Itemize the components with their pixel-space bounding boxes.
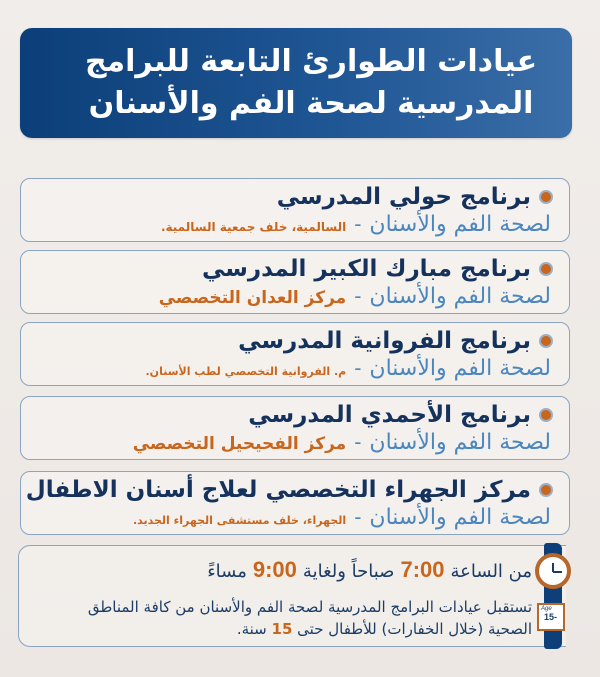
program-subtitle: لصحة الفم والأسنان: [369, 505, 551, 530]
program-card-ahmadi: [20, 396, 570, 460]
description-end: سنة.: [236, 620, 267, 638]
close-time: 9:00: [252, 557, 297, 582]
clock-icon: [535, 553, 571, 589]
header-banner: [20, 28, 572, 138]
hours-prefix: من الساعة: [450, 561, 532, 582]
program-location: الجهراء، خلف مستشفى الجهراء الجديد.: [132, 514, 347, 527]
bullet-dot-icon: [539, 483, 553, 497]
service-description: [52, 596, 532, 640]
bullet-dot-icon: [539, 262, 553, 276]
bullet-dot-icon: [539, 408, 553, 422]
separator-dash: -: [354, 505, 362, 529]
age-limit: 15: [271, 620, 293, 638]
program-subtitle: لصحة الفم والأسنان: [369, 430, 551, 455]
separator-dash: -: [354, 430, 362, 454]
program-title: مركز الجهراء التخصصي لعلاج أسنان الاطفال: [25, 477, 531, 503]
program-card-hawalli: [20, 178, 570, 242]
separator-dash: -: [354, 212, 362, 236]
bullet-dot-icon: [539, 190, 553, 204]
program-subtitle: لصحة الفم والأسنان: [369, 356, 551, 381]
program-card-farwaniya: [20, 322, 570, 386]
program-card-jahra: [20, 471, 570, 535]
program-location: مركز العدان التخصصي: [158, 288, 347, 308]
header-title-line-1: عيادات الطوارئ التابعة للبرامج: [84, 44, 538, 79]
program-title: برنامج الأحمدي المدرسي: [248, 402, 531, 428]
header-title-line-2: المدرسية لصحة الفم والأسنان: [88, 86, 534, 121]
age-tag-icon: Age 15-: [537, 603, 565, 631]
program-card-mubarak-alkabeer: [20, 250, 570, 314]
separator-dash: -: [354, 356, 362, 380]
program-title: برنامج حولي المدرسي: [276, 184, 531, 210]
program-location: مركز الفحيحيل التخصصي: [132, 434, 347, 454]
program-subtitle: لصحة الفم والأسنان: [369, 284, 551, 309]
description-text: تستقبل عيادات البرامج المدرسية لصحة الفم والأسنان من كافة المناطق الصحية (خلال الخفارات) للأطفال حتى: [87, 598, 532, 638]
program-subtitle: لصحة الفم والأسنان: [369, 212, 551, 237]
hours-suffix: مساءً: [207, 561, 247, 582]
program-location: السالمية، خلف جمعية السالمية.: [160, 220, 347, 234]
program-location: م. الفروانية التخصصي لطب الأسنان.: [145, 365, 347, 378]
open-time: 7:00: [400, 557, 445, 582]
separator-dash: -: [354, 284, 362, 308]
hours-mid: صباحاً ولغاية: [302, 561, 395, 582]
program-title: برنامج مبارك الكبير المدرسي: [202, 256, 531, 282]
bullet-dot-icon: [539, 334, 553, 348]
working-hours: [207, 557, 532, 583]
program-title: برنامج الفروانية المدرسي: [238, 328, 531, 354]
